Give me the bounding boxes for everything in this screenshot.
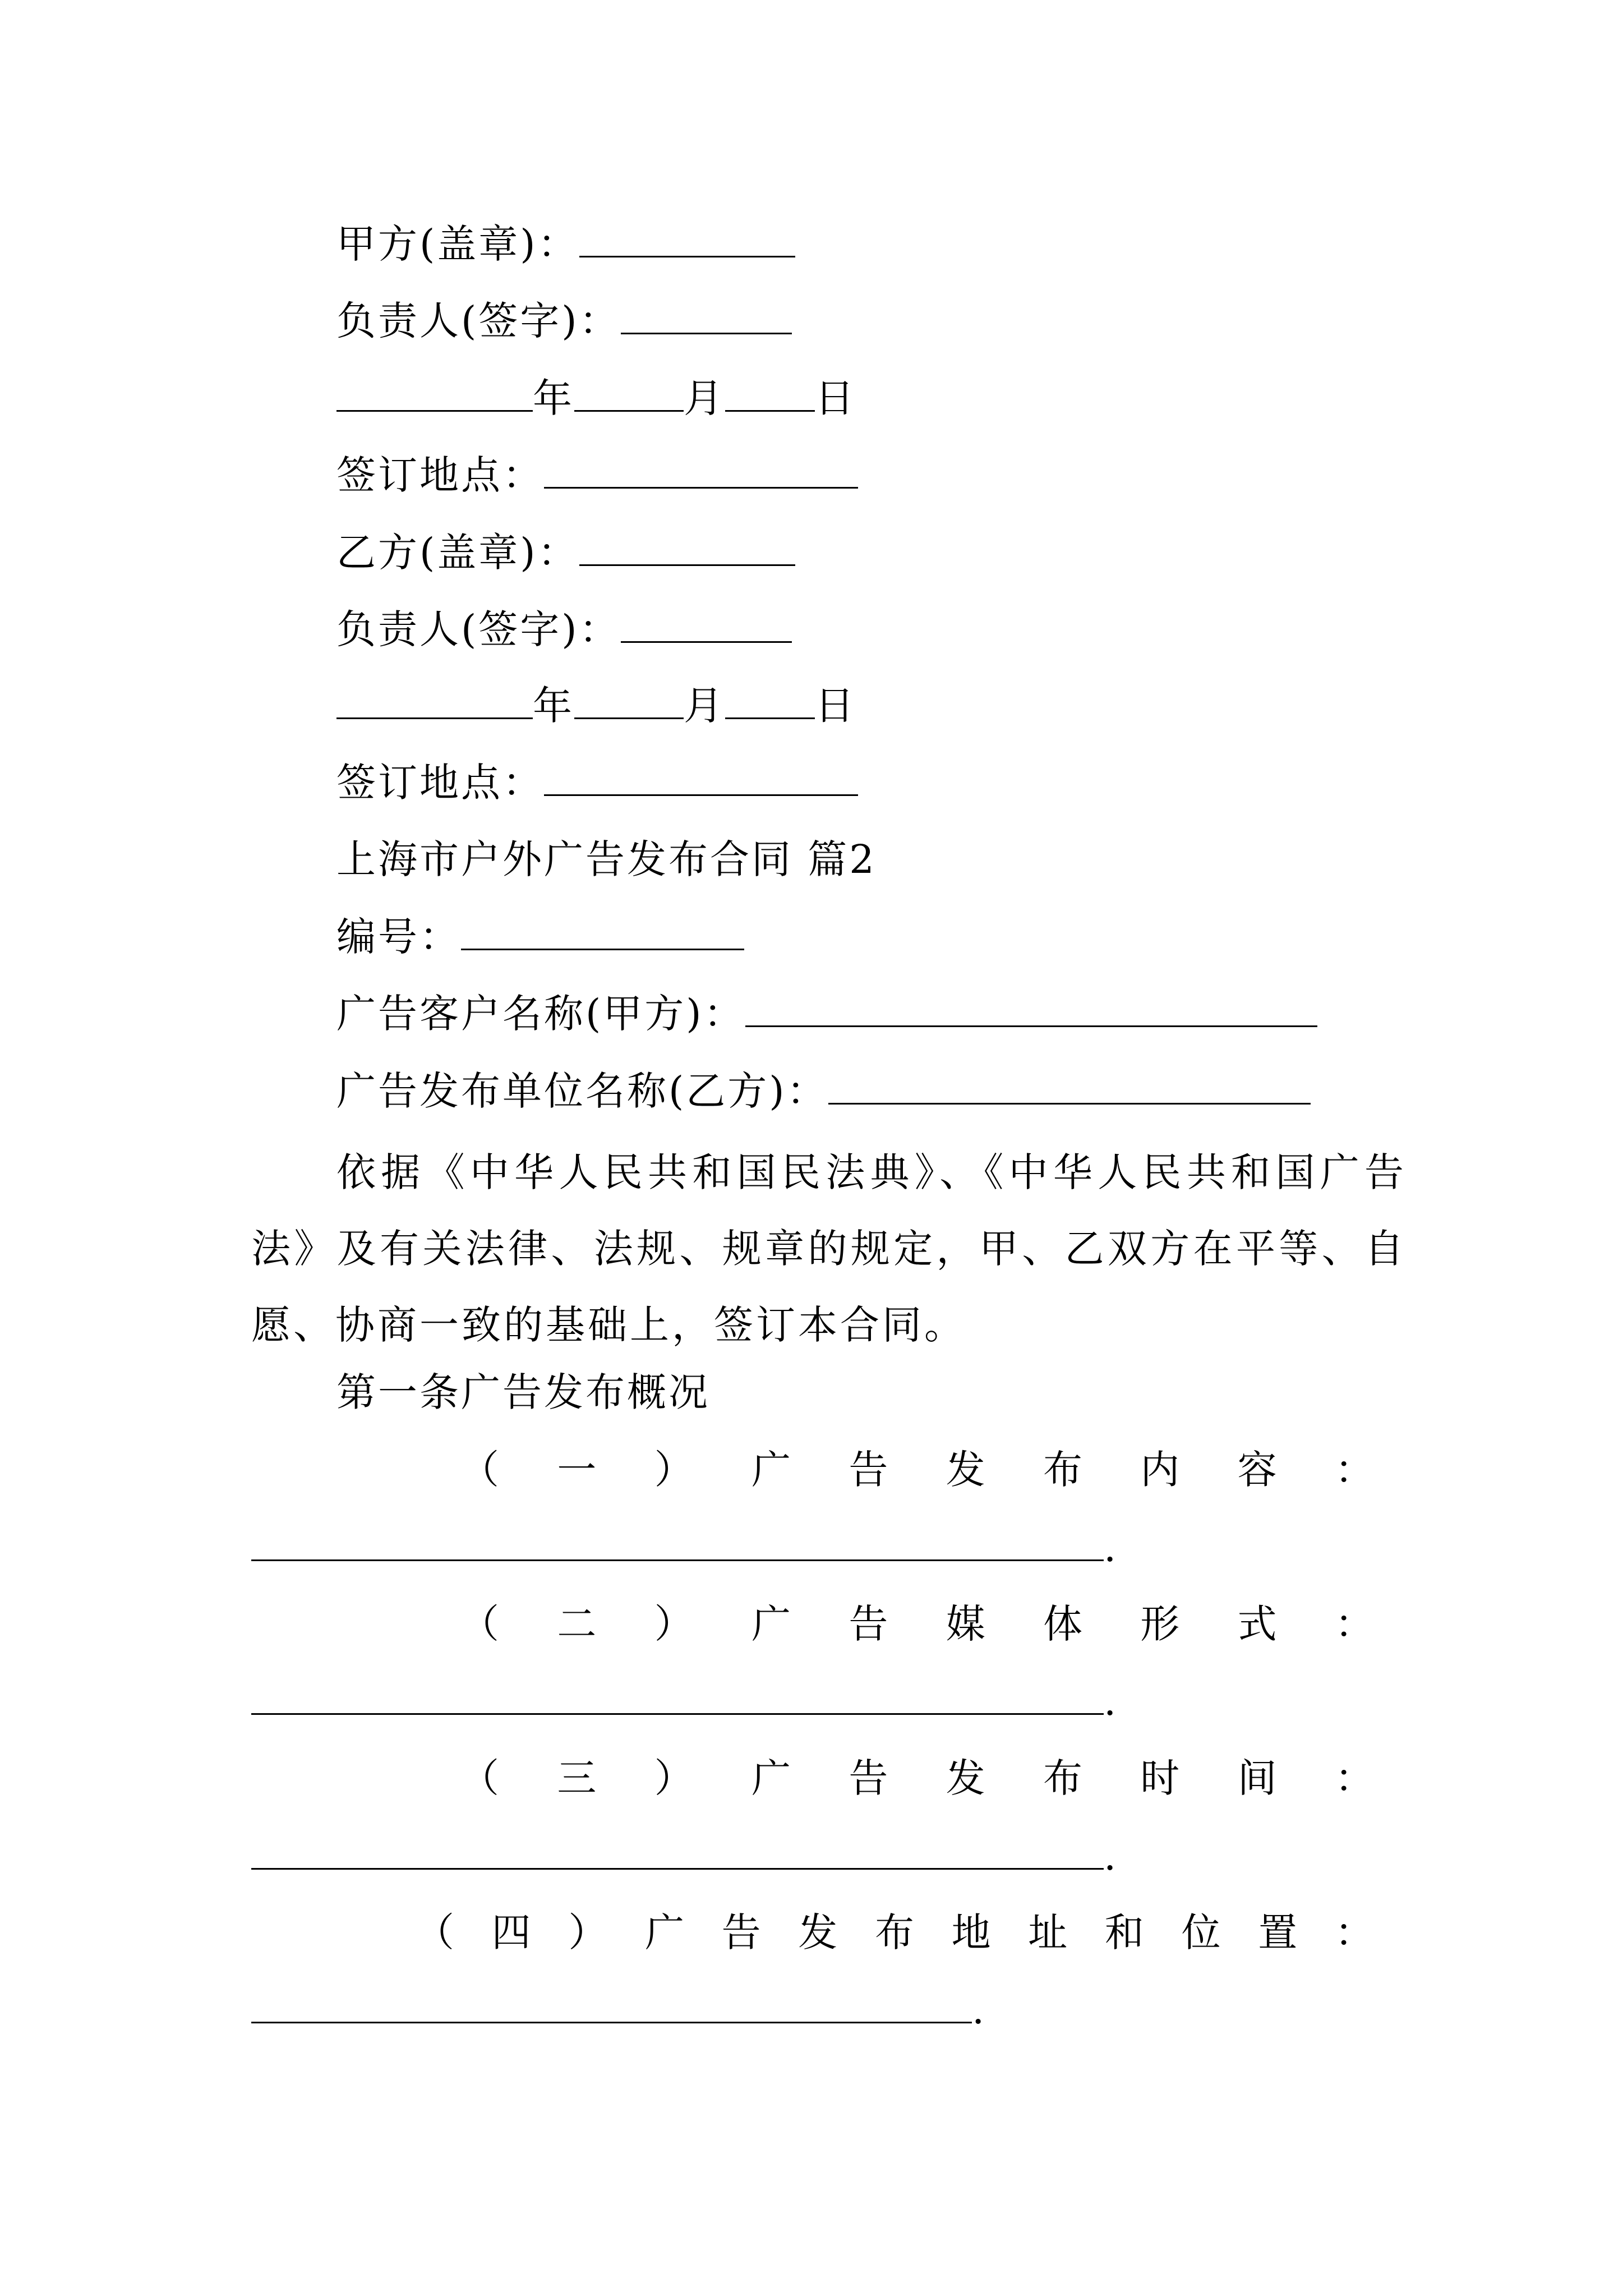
party-b-month-label: 月 bbox=[684, 683, 725, 729]
party-b-sign-label: 负责人(签字)： bbox=[336, 606, 621, 652]
party-a-month-blank[interactable] bbox=[574, 371, 684, 412]
party-a-day-blank[interactable] bbox=[725, 371, 815, 412]
party-b-year-blank[interactable] bbox=[336, 678, 533, 719]
item-3-blank[interactable] bbox=[251, 1828, 1104, 1870]
party-b-seal-blank[interactable] bbox=[579, 525, 795, 566]
contract-number-label: 编号： bbox=[336, 914, 461, 960]
item-3-value-line bbox=[251, 1828, 1116, 1884]
party-b-month-blank[interactable] bbox=[574, 678, 684, 719]
client-name-line bbox=[336, 986, 1317, 1042]
item-4-end: . bbox=[972, 1987, 985, 2033]
item-1-value-line bbox=[251, 1519, 1116, 1575]
client-name-blank[interactable] bbox=[745, 986, 1317, 1027]
party-a-place-line bbox=[336, 447, 858, 503]
item-4-value-line bbox=[251, 1981, 984, 2037]
item-3-label: （ 三 ） 广 告 发 布 时 间 ： bbox=[460, 1755, 1374, 1801]
party-b-seal-line bbox=[336, 524, 795, 581]
client-name-label: 广告客户名称(甲方)： bbox=[336, 991, 745, 1037]
party-b-sign-blank[interactable] bbox=[621, 602, 792, 643]
contract-number-line bbox=[336, 909, 744, 965]
item-2-label: （ 二 ） 广 告 媒 体 形 式 ： bbox=[460, 1601, 1374, 1647]
party-b-place-line bbox=[336, 754, 858, 811]
party-b-day-label: 日 bbox=[815, 683, 856, 729]
party-b-sign-line bbox=[336, 601, 792, 657]
item-1-end: . bbox=[1104, 1525, 1117, 1571]
party-a-date-line bbox=[336, 370, 856, 426]
item-1-blank[interactable] bbox=[251, 1519, 1104, 1561]
party-b-year-label: 年 bbox=[533, 683, 574, 729]
party-b-place-blank[interactable] bbox=[544, 755, 858, 796]
publisher-name-line bbox=[336, 1063, 1311, 1119]
party-a-month-label: 月 bbox=[684, 375, 725, 421]
party-a-year-label: 年 bbox=[533, 375, 574, 421]
item-2-end: . bbox=[1104, 1678, 1117, 1724]
party-a-seal-label: 甲方(盖章)： bbox=[336, 221, 579, 267]
party-a-sign-line bbox=[336, 293, 792, 349]
article1-title: 第一条广告发布概况 bbox=[336, 1369, 710, 1415]
item-4-blank[interactable] bbox=[251, 1981, 972, 2023]
party-a-day-label: 日 bbox=[815, 375, 856, 421]
party-a-year-blank[interactable] bbox=[336, 371, 533, 412]
party-a-sign-label: 负责人(签字)： bbox=[336, 298, 621, 344]
item-3-end: . bbox=[1104, 1833, 1117, 1879]
party-a-sign-blank[interactable] bbox=[621, 293, 792, 334]
party-b-date-line bbox=[336, 678, 856, 734]
party-a-place-label: 签订地点： bbox=[336, 452, 544, 498]
item-1-label: （ 一 ） 广 告 发 布 内 容 ： bbox=[460, 1447, 1374, 1493]
party-b-seal-label: 乙方(盖章)： bbox=[336, 530, 579, 576]
item-4-label: （ 四 ） 广 告 发 布 地 址 和 位 置 ： bbox=[415, 1910, 1374, 1955]
party-b-place-label: 签订地点： bbox=[336, 760, 544, 806]
party-a-seal-line bbox=[336, 216, 795, 272]
party-a-seal-blank[interactable] bbox=[579, 217, 795, 257]
publisher-name-label: 广告发布单位名称(乙方)： bbox=[336, 1068, 828, 1114]
party-b-day-blank[interactable] bbox=[725, 678, 815, 719]
party-a-place-blank[interactable] bbox=[544, 448, 858, 489]
publisher-name-blank[interactable] bbox=[828, 1064, 1311, 1105]
preamble-paragraph: 依据《中华人民共和国民法典》、《中华人民共和国广告法》及有关法律、法规、规章的规定，甲、乙双方在平等、自愿、协商一致的基础上，签订本合同。 bbox=[251, 1149, 1407, 1348]
item-2-value-line bbox=[251, 1673, 1116, 1729]
contract-number-blank[interactable] bbox=[461, 909, 744, 950]
item-2-blank[interactable] bbox=[251, 1673, 1104, 1715]
section-title: 上海市户外广告发布合同 篇2 bbox=[336, 836, 877, 882]
